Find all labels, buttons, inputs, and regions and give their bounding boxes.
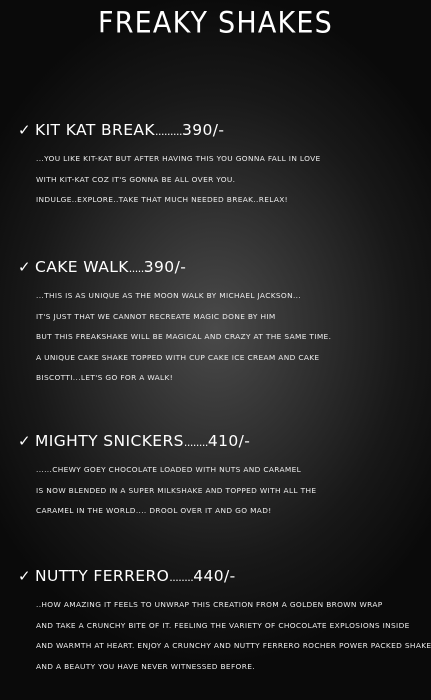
- description-line: WITH KIT-KAT COZ IT'S GONNA BE ALL OVER YOU.: [36, 174, 236, 184]
- item-description: [36, 149, 426, 211]
- item-description: [36, 460, 426, 522]
- description-line: A UNIQUE CAKE SHAKE TOPPED WITH CUP CAKE ICE CREAM AND CAKE: [36, 352, 320, 362]
- menu-item: [18, 258, 418, 389]
- item-name: KIT KAT BREAK: [35, 121, 155, 139]
- item-name: CAKE WALK: [35, 258, 129, 276]
- description-line: IT'S JUST THAT WE CANNOT RECREATE MAGIC DONE BY HIM: [36, 311, 276, 321]
- description-line: BUT THIS FREAKSHAKE WILL BE MAGICAL AND CRAZY AT THE SAME TIME.: [36, 332, 332, 341]
- item-header: [18, 121, 418, 143]
- item-price: 390/-: [143, 258, 187, 276]
- menu-item: [18, 567, 431, 677]
- check-icon: ✓: [18, 567, 31, 585]
- item-description: [36, 286, 426, 389]
- check-icon: ✓: [18, 258, 31, 276]
- item-name: NUTTY FERRERO: [35, 567, 170, 585]
- check-icon: ✓: [18, 432, 31, 450]
- description-line: ..HOW AMAZING IT FEELS TO UNWRAP THIS CREATION FROM A GOLDEN BROWN WRAP: [36, 600, 383, 609]
- item-dots: .....: [128, 262, 144, 275]
- item-price: 390/-: [181, 121, 225, 139]
- item-price: 410/-: [207, 432, 251, 450]
- description-line: IS NOW BLENDED IN A SUPER MILKSHAKE AND TOPPED WITH ALL THE: [36, 485, 317, 495]
- description-line: ...YOU LIKE KIT-KAT BUT AFTER HAVING THIS YOU GONNA FALL IN LOVE: [36, 154, 321, 163]
- menu-item: [18, 121, 418, 211]
- item-description: [36, 595, 431, 677]
- item-header: [18, 567, 418, 589]
- item-name: MIGHTY SNICKERS: [35, 432, 184, 450]
- check-icon: ✓: [18, 121, 31, 139]
- description-line: CARAMEL IN THE WORLD.... DROOL OVER IT AND GO MAD!: [36, 506, 272, 515]
- description-line: AND A BEAUTY YOU HAVE NEVER WITNESSED BEFORE.: [36, 661, 255, 671]
- item-dots: ........: [169, 571, 194, 584]
- item-dots: .........: [154, 125, 182, 138]
- item-header: [18, 432, 418, 454]
- description-line: INDULGE..EXPLORE..TAKE THAT MUCH NEEDED BREAK..RELAX!: [36, 195, 288, 204]
- item-price: 440/-: [193, 567, 236, 585]
- description-line: ...THIS IS AS UNIQUE AS THE MOON WALK BY MICHAEL JACKSON...: [36, 291, 302, 300]
- description-line: AND TAKE A CRUNCHY BITE OF IT. FEELING THE VARIETY OF CHOCOLATE EXPLOSIONS INSIDE: [36, 620, 410, 630]
- description-line: AND WARMTH AT HEART. ENJOY A CRUNCHY AND NUTTY FERRERO ROCHER POWER PACKED SHAKE: [36, 641, 431, 650]
- item-dots: ........: [183, 436, 208, 449]
- item-header: [18, 258, 418, 280]
- menu-title: FREAKY SHAKES: [97, 6, 334, 41]
- description-line: BISCOTTI...LET'S GO FOR A WALK!: [36, 373, 174, 382]
- menu-item: [18, 432, 418, 522]
- description-line: ......CHEWY GOEY CHOCOLATE LOADED WITH NUTS AND CARAMEL: [36, 465, 302, 474]
